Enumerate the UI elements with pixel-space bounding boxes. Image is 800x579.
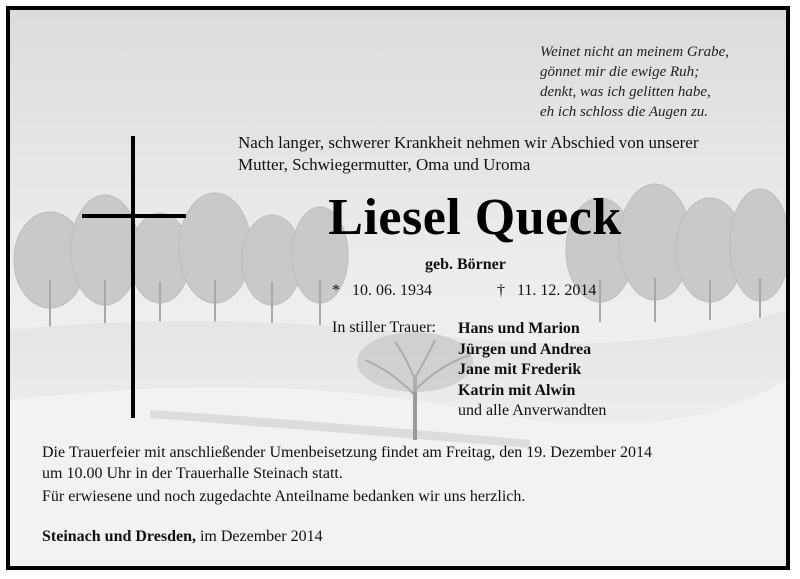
mourner: Katrin mit Alwin xyxy=(458,381,576,399)
mourners-extra: und alle Anverwandten xyxy=(458,402,607,419)
death-symbol: † xyxy=(497,282,505,299)
obituary-notice xyxy=(6,6,790,570)
mourner: Jürgen und Andrea xyxy=(458,340,592,358)
mourners-list xyxy=(458,319,606,422)
mourner: Jane mit Frederik xyxy=(458,361,582,378)
cross-icon-vertical xyxy=(131,136,135,418)
birth-symbol: * xyxy=(332,282,340,299)
date-line: im Dezember 2014 xyxy=(199,528,323,545)
poem-line: eh ich schloss die Augen zu. xyxy=(540,104,709,120)
poem-line: denkt, was ich gelitten habe, xyxy=(540,84,711,100)
service-line: um 10.00 Uhr in der Trauerhalle Steinach statt. xyxy=(42,465,343,482)
death-date xyxy=(497,282,596,300)
birth-date xyxy=(332,282,432,300)
death-date-value: 11. 12. 2014 xyxy=(517,282,597,299)
poem-line: gönnet mir die ewige Ruh; xyxy=(540,64,700,80)
poem xyxy=(540,42,729,122)
service-info xyxy=(42,442,652,484)
service-line: Die Trauerfeier mit anschließender Umenbeisetzung findet am Freitag, den 19. Dezember 2014 xyxy=(42,444,653,461)
intro-line: Mutter, Schwiegermutter, Oma und Uroma xyxy=(238,155,531,174)
place: Steinach und Dresden, xyxy=(42,528,196,545)
intro-line: Nach langer, schwerer Krankheit nehmen wir Abschied von unserer xyxy=(238,133,699,152)
thanks-text: Für erwiesene und noch zugedachte Anteilname bedanken wir uns herzlich. xyxy=(42,488,526,505)
mourning-label: In stiller Trauer: xyxy=(332,319,436,336)
deceased-name: Liesel Queck xyxy=(328,189,622,246)
mourner: Hans und Marion xyxy=(458,320,580,337)
maiden-name: geb. Börner xyxy=(425,256,506,273)
place-date-line xyxy=(42,528,323,546)
intro-text xyxy=(238,132,699,176)
poem-line: Weinet nicht an meinem Grabe, xyxy=(540,44,729,60)
birth-date-value: 10. 06. 1934 xyxy=(352,282,432,299)
